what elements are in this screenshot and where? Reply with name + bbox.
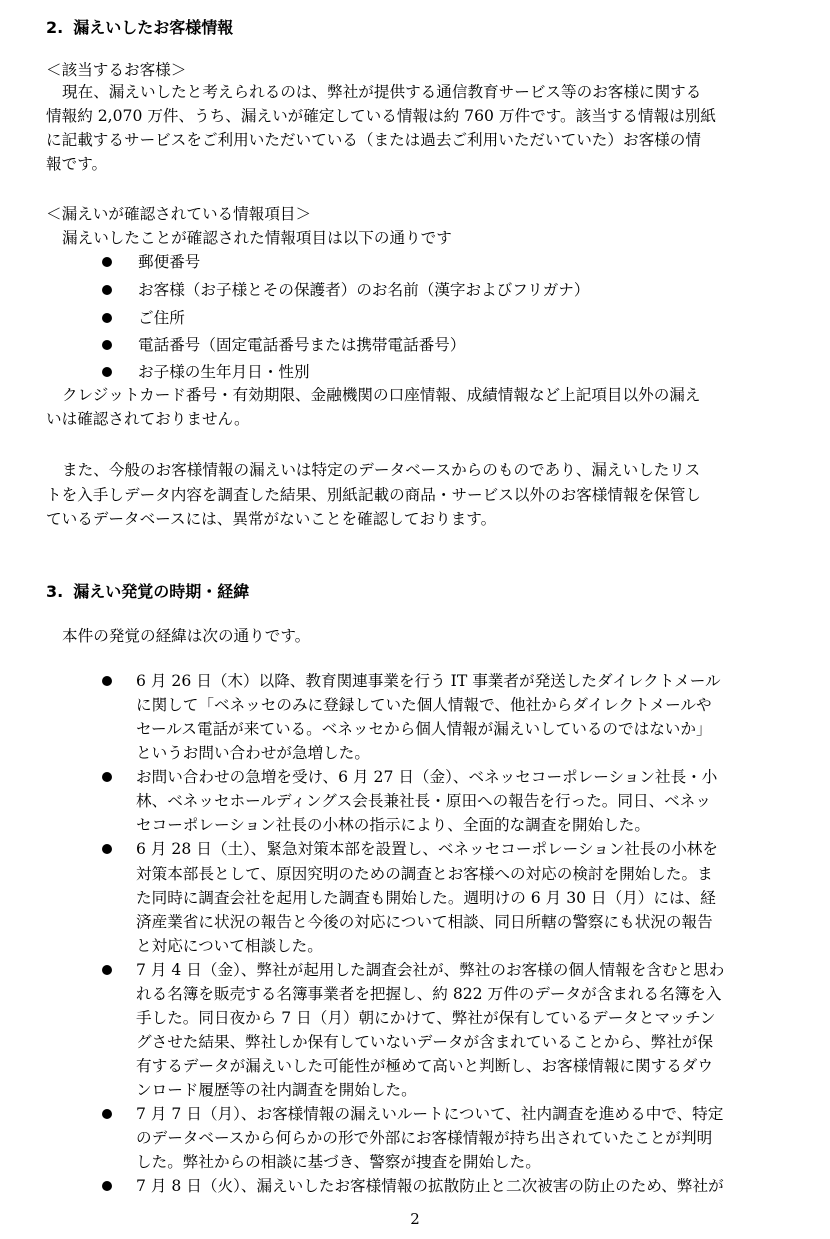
- bullet-icon: [102, 367, 112, 377]
- event-line: 済産業省に状況の報告と今後の対応について相談、同日所轄の警察にも状況の報告: [136, 913, 713, 931]
- event-line: 7 月 8 日（火）、漏えいしたお客様情報の拡散防止と二次被害の防止のため、弊社が: [136, 1177, 724, 1195]
- section-2-heading: [46, 18, 233, 38]
- event-line: 7 月 7 日（月）、お客様情報の漏えいルートについて、社内調査を進める中で、特定: [136, 1105, 724, 1123]
- list-item-text: ご住所: [138, 309, 185, 327]
- section-2-title: 漏えいしたお客様情報: [73, 18, 234, 37]
- event-line: お問い合わせの急増を受け、6 月 27 日（金）、ベネッセコーポレーション社長・小: [136, 768, 718, 786]
- bullet-icon: [102, 340, 112, 350]
- section-3-number: 3.: [46, 582, 64, 601]
- bullet-icon: [102, 285, 112, 295]
- items-subheading: ＜漏えいが確認されている情報項目＞: [46, 205, 312, 223]
- event-line: セールス電話が来ている。ベネッセから個人情報が漏えいしているのではないか」: [136, 720, 712, 738]
- bullet-icon: [102, 313, 112, 323]
- items-intro: 漏えいしたことが確認された情報項目は以下の通りです: [62, 229, 452, 247]
- event-line: した。弊社からの相談に基づき、警察が捜査を開始した。: [136, 1153, 541, 1171]
- event-line: ンロード履歴等の社内調査を開始した。: [136, 1081, 417, 1099]
- event-line: 対策本部長として、原因究明のための調査とお客様への対応の検討を開始した。ま: [136, 865, 713, 883]
- event-line: 6 月 26 日（木）以降、教育関連事業を行う IT 事業者が発送したダイレクトメール: [136, 672, 721, 690]
- list-item-text: お客様（お子様とその保護者）のお名前（漢字およびフリガナ）: [138, 281, 590, 299]
- bullet-icon: [102, 257, 112, 267]
- event-line: た同時に調査会社を起用した調査も開始した。週明けの 6 月 30 日（月）には、経: [136, 889, 716, 907]
- list-item-text: 郵便番号: [138, 253, 201, 271]
- event-line: と対応について相談した。: [136, 937, 323, 955]
- event-line: セコーポレーション社長の小林の指示により、全面的な調査を開始した。: [136, 816, 650, 834]
- customers-line: に記載するサービスをご利用いただいている（または過去ご利用いただいていた）お客様の情: [46, 131, 701, 149]
- customers-line: 情報約 2,070 万件、うち、漏えいが確定している情報は約 760 万件です。該当する情報は別紙: [46, 107, 716, 125]
- section-3-title: 漏えい発覚の時期・経緯: [73, 582, 250, 601]
- event-line: 7 月 4 日（金）、弊社が起用した調査会社が、弊社のお客様の個人情報を含むと思わ: [136, 961, 725, 979]
- bullet-icon: [102, 676, 112, 686]
- event-line: 有するデータが漏えいした可能性が極めて高いと判断し、お客様情報に関するダウ: [136, 1057, 713, 1075]
- bullet-icon: [102, 772, 112, 782]
- database-line: トを入手しデータ内容を調査した結果、別紙記載の商品・サービス以外のお客様情報を保管し: [46, 486, 701, 504]
- event-line: れる名簿を販売する名簿事業者を把握し、約 822 万件のデータが含まれる名簿を入: [136, 985, 722, 1003]
- items-note-line: いは確認されておりません。: [46, 410, 250, 428]
- customers-line: 現在、漏えいしたと考えられるのは、弊社が提供する通信教育サービス等のお客様に関する: [62, 83, 702, 101]
- bullet-icon: [102, 844, 112, 854]
- event-line: というお問い合わせが急増した。: [136, 744, 370, 762]
- section-2-number: 2.: [46, 18, 64, 37]
- customers-line: 報です。: [46, 155, 108, 173]
- bullet-icon: [102, 965, 112, 975]
- list-item-text: お子様の生年月日・性別: [138, 363, 310, 381]
- bullet-icon: [102, 1181, 112, 1191]
- database-line: また、今般のお客様情報の漏えいは特定のデータベースからのものであり、漏えいしたリス: [62, 461, 701, 479]
- event-line: 林、ベネッセホールディングス会長兼社長・原田への報告を行った。同日、ベネッ: [136, 792, 711, 810]
- customers-subheading: ＜該当するお客様＞: [46, 61, 187, 79]
- event-line: のデータベースから何らかの形で外部にお客様情報が持ち出されていたことが判明: [136, 1129, 713, 1147]
- event-line: グさせた結果、弊社しか保有していないデータが含まれていることから、弊社が保: [136, 1033, 713, 1051]
- page-number: 2: [410, 1210, 420, 1228]
- section-3-intro: 本件の発覚の経緯は次の通りです。: [62, 627, 311, 645]
- section-3-heading: [46, 582, 249, 602]
- database-line: ているデータベースには、異常がないことを確認しております。: [46, 510, 497, 528]
- items-note-line: クレジットカード番号・有効期限、金融機関の口座情報、成績情報など上記項目以外の漏え: [62, 386, 701, 404]
- list-item-text: 電話番号（固定電話番号または携帯電話番号）: [138, 336, 466, 354]
- bullet-icon: [102, 1109, 112, 1119]
- event-line: に関して「ベネッセのみに登録していた個人情報で、他社からダイレクトメールや: [136, 696, 712, 714]
- event-line: 6 月 28 日（土）、緊急対策本部を設置し、ベネッセコーポレーション社長の小林を: [136, 840, 718, 858]
- event-line: 手した。同日夜から 7 日（月）朝にかけて、弊社が保有しているデータとマッチン: [136, 1009, 716, 1027]
